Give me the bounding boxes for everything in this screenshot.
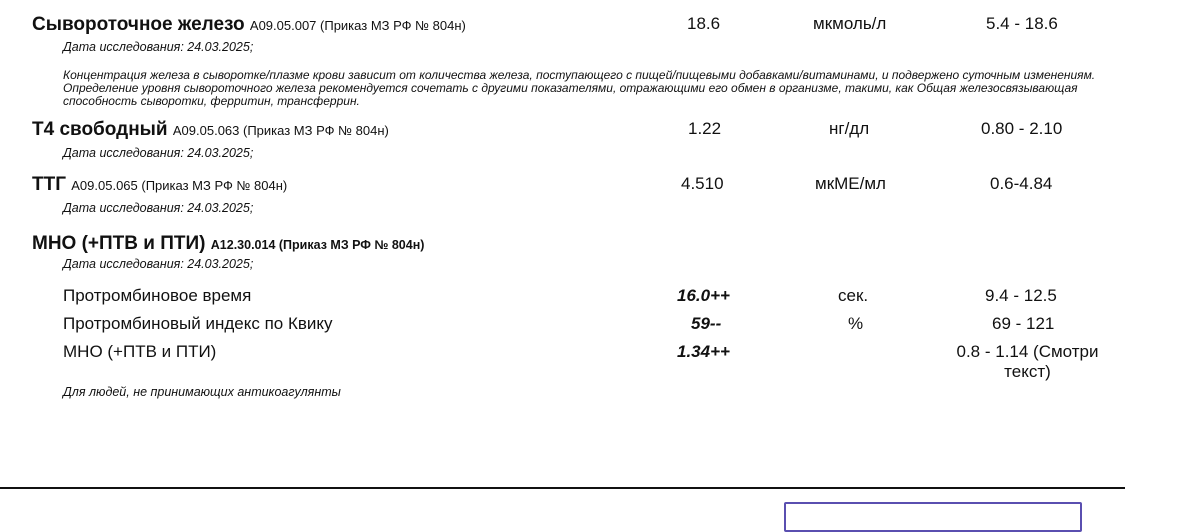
footer-divider — [0, 487, 1125, 489]
panel-row-reference: 69 - 121 — [992, 314, 1055, 333]
test-iron-title — [32, 14, 466, 36]
panel-name: МНО (+ПТВ и ПТИ) — [32, 233, 206, 254]
panel-note: Для людей, не принимающих антикоагулянты — [63, 385, 341, 399]
panel-row-name: Протромбиновый индекс по Квику — [63, 314, 333, 333]
test-date: Дата исследования: 24.03.2025; — [63, 40, 254, 54]
test-name: ТТГ — [32, 174, 66, 195]
test-name: Т4 свободный — [32, 119, 168, 140]
test-code: A09.05.063 (Приказ МЗ РФ № 804н) — [172, 123, 389, 138]
panel-code: A12.30.014 (Приказ МЗ РФ № 804н) — [210, 238, 425, 252]
panel-date: Дата исследования: 24.03.2025; — [63, 257, 254, 271]
panel-row-unit: сек. — [838, 286, 869, 305]
test-date: Дата исследования: 24.03.2025; — [63, 201, 254, 215]
panel-row-name: Протромбиновое время — [63, 286, 252, 305]
test-unit: нг/дл — [829, 119, 870, 138]
test-tsh-title — [32, 174, 287, 196]
test-unit: мкМЕ/мл — [815, 174, 886, 193]
test-code: A09.05.007 (Приказ МЗ РФ № 804н) — [249, 18, 466, 33]
test-code: A09.05.065 (Приказ МЗ РФ № 804н) — [71, 178, 288, 193]
test-t4-title — [32, 119, 389, 141]
test-date: Дата исследования: 24.03.2025; — [63, 146, 254, 160]
test-unit: мкмоль/л — [813, 14, 887, 33]
test-value: 18.6 — [687, 14, 721, 33]
panel-row-reference — [930, 342, 1125, 382]
test-name: Сывороточное железо — [32, 14, 245, 35]
test-comment: Концентрация железа в сыворотке/плазме крови зависит от количества железа, поступающего с пищей/пищевыми добавками/витаминами, и подвержено суточным изменениям. Определение уровня сывороточного железа рекомендуется сочетать с другими показателями, отражающими его обмен в организме, такими, как Общая железосвязывающая способность сыворотки, ферритин, трансферрин. — [63, 68, 1096, 108]
panel-row-value: 16.0++ — [677, 286, 730, 305]
panel-row-unit: % — [848, 314, 864, 333]
panel-row-name: МНО (+ПТВ и ПТИ) — [63, 342, 217, 361]
panel-row-value: 1.34++ — [677, 342, 730, 361]
test-reference: 0.6-4.84 — [990, 174, 1053, 193]
stamp-box — [784, 502, 1082, 532]
test-reference: 5.4 - 18.6 — [986, 14, 1058, 33]
panel-row-reference: 9.4 - 12.5 — [985, 286, 1057, 305]
reference-line-2: текст) — [1004, 362, 1051, 381]
reference-line-1: 0.8 - 1.14 (Смотри — [956, 342, 1099, 361]
panel-inr-title — [32, 233, 424, 255]
test-value: 1.22 — [688, 119, 722, 138]
test-value: 4.510 — [681, 174, 724, 193]
panel-row-value: 59-- — [691, 314, 722, 333]
test-reference: 0.80 - 2.10 — [981, 119, 1063, 138]
